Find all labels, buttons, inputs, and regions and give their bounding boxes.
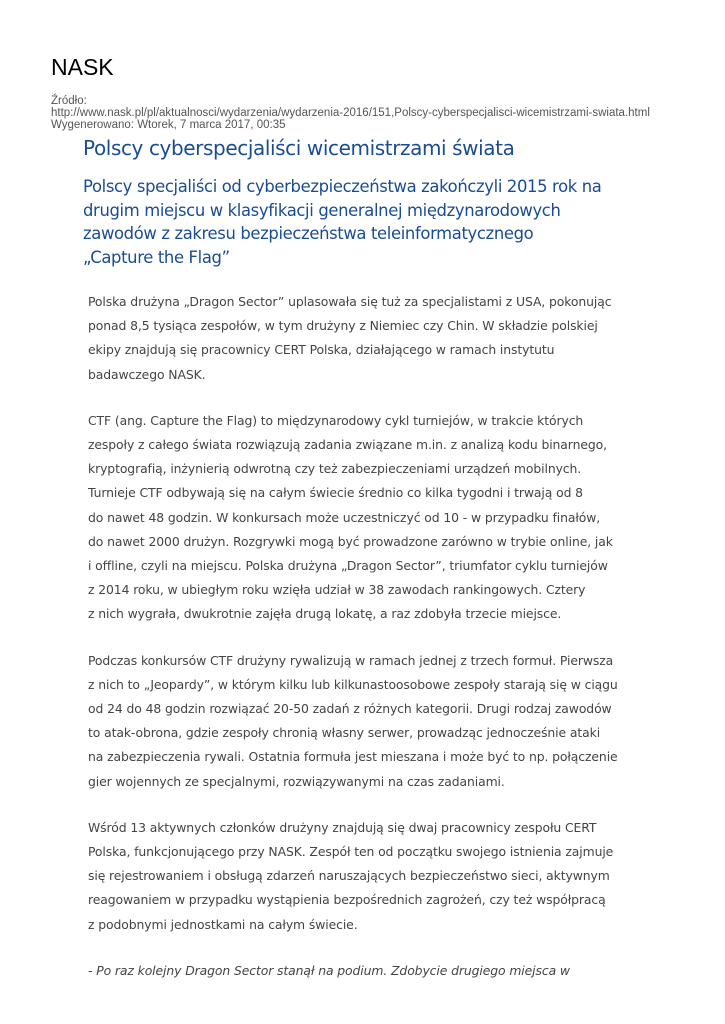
- text-line: badawczego NASK.: [88, 366, 206, 382]
- lead-line: drugim miejscu w klasyfikacji generalnej międzynarodowych: [83, 200, 561, 220]
- text-line: Wśród 13 aktywnych członków drużyny znajdują się dwaj pracownicy zespołu CERT: [88, 819, 597, 835]
- text-line: do nawet 48 godzin. W konkursach może uczestniczyć od 10 - w przypadku finałów,: [88, 509, 601, 525]
- text-line: kryptografią, inżynierią odwrotną czy też zabezpieczeniami urządzeń mobilnych.: [88, 461, 582, 477]
- text-line: gier wojennych ze specjalnymi, rozwiązywanymi na czas zadaniami.: [88, 773, 505, 789]
- article-title: Polscy cyberspecjaliści wicemistrzami świata: [83, 136, 515, 160]
- paragraph-4: [88, 816, 688, 937]
- quote-paragraph: [88, 959, 688, 983]
- paragraph-3: [88, 649, 688, 794]
- text-line: ekipy znajdują się pracownicy CERT Polska, działającego w ramach instytutu: [88, 342, 555, 358]
- text-line: Turnieje CTF odbywają się na całym świecie średnio co kilka tygodni i trwają od 8: [88, 485, 583, 501]
- article-lead: [83, 175, 683, 269]
- source-label: Źródło:: [51, 95, 87, 107]
- text-line: Polska, funkcjonującego przy NASK. Zespół ten od początku swojego istnienia zajmuje: [88, 844, 614, 860]
- text-line: z nich to „Jeopardy”, w którym kilku lub kilkunastoosobowe zespoły starają się w ciągu: [88, 676, 618, 692]
- source-meta: [51, 95, 650, 131]
- text-line: ponad 8,5 tysiąca zespołów, w tym drużyny z Niemiec czy Chin. W składzie polskiej: [88, 318, 598, 334]
- lead-line: zawodów z zakresu bezpieczeństwa teleinformatycznego: [83, 224, 534, 243]
- paragraph-1: [88, 290, 688, 387]
- article-body: [88, 290, 688, 1005]
- generated-date: Wygenerowano: Wtorek, 7 marca 2017, 00:35: [51, 119, 286, 131]
- text-line: zespoły z całego świata rozwiązują zadania związane m.in. z analizą kodu binarnego,: [88, 437, 607, 453]
- text-line: z nich wygrała, dwukrotnie zajęła drugą lokatę, a raz zdobyła trzecie miejsce.: [88, 606, 562, 622]
- paragraph-2: [88, 409, 688, 627]
- text-line: Podczas konkursów CTF drużyny rywalizują w ramach jednej z trzech formuł. Pierwsza: [88, 652, 614, 668]
- text-line: do nawet 2000 drużyn. Rozgrywki mogą być prowadzone zarówno w trybie online, jak: [88, 533, 613, 549]
- text-line: z 2014 roku, w ubiegłym roku wzięła udział w 38 zawodach rankingowych. Cztery: [88, 582, 586, 598]
- text-line: się rejestrowaniem i obsługą zdarzeń naruszających bezpieczeństwo sieci, aktywnym: [88, 868, 610, 884]
- quote-line: - Po raz kolejny Dragon Sector stanął na podium. Zdobycie drugiego miejsca w: [88, 962, 570, 978]
- text-line: to atak-obrona, gdzie zespoły chronią własny serwer, prowadząc jednocześnie ataki: [88, 725, 601, 741]
- text-line: reagowaniem w przypadku wystąpienia bezpośrednich zagrożeń, czy też współpracą: [88, 892, 606, 908]
- text-line: od 24 do 48 godzin rozwiązać 20-50 zadań z różnych kategorii. Drugi rodzaj zawodów: [88, 701, 612, 717]
- text-line: z podobnymi jednostkami na całym świecie.: [88, 916, 358, 932]
- text-line: CTF (ang. Capture the Flag) to międzynarodowy cykl turniejów, w trakcie których: [88, 412, 584, 428]
- text-line: Polska drużyna „Dragon Sector” uplasowała się tuż za specjalistami z USA, pokonując: [88, 294, 612, 309]
- lead-line: „Capture the Flag”: [83, 247, 230, 267]
- lead-line: Polscy specjaliści od cyberbezpieczeństwa zakończyli 2015 rok na: [83, 177, 602, 196]
- text-line: i offline, czyli na miejscu. Polska drużyna „Dragon Sector”, triumfator cyklu turniejów: [88, 558, 608, 574]
- text-line: na zabezpieczenia rywali. Ostatnia formuła jest mieszana i może być to np. połączenie: [88, 749, 618, 765]
- source-url: http://www.nask.pl/pl/aktualnosci/wydarzenia/wydarzenia-2016/151,Polscy-cyberspecjalisci-wicemistrzami-swiata.html: [51, 107, 650, 119]
- site-name: NASK: [51, 54, 114, 80]
